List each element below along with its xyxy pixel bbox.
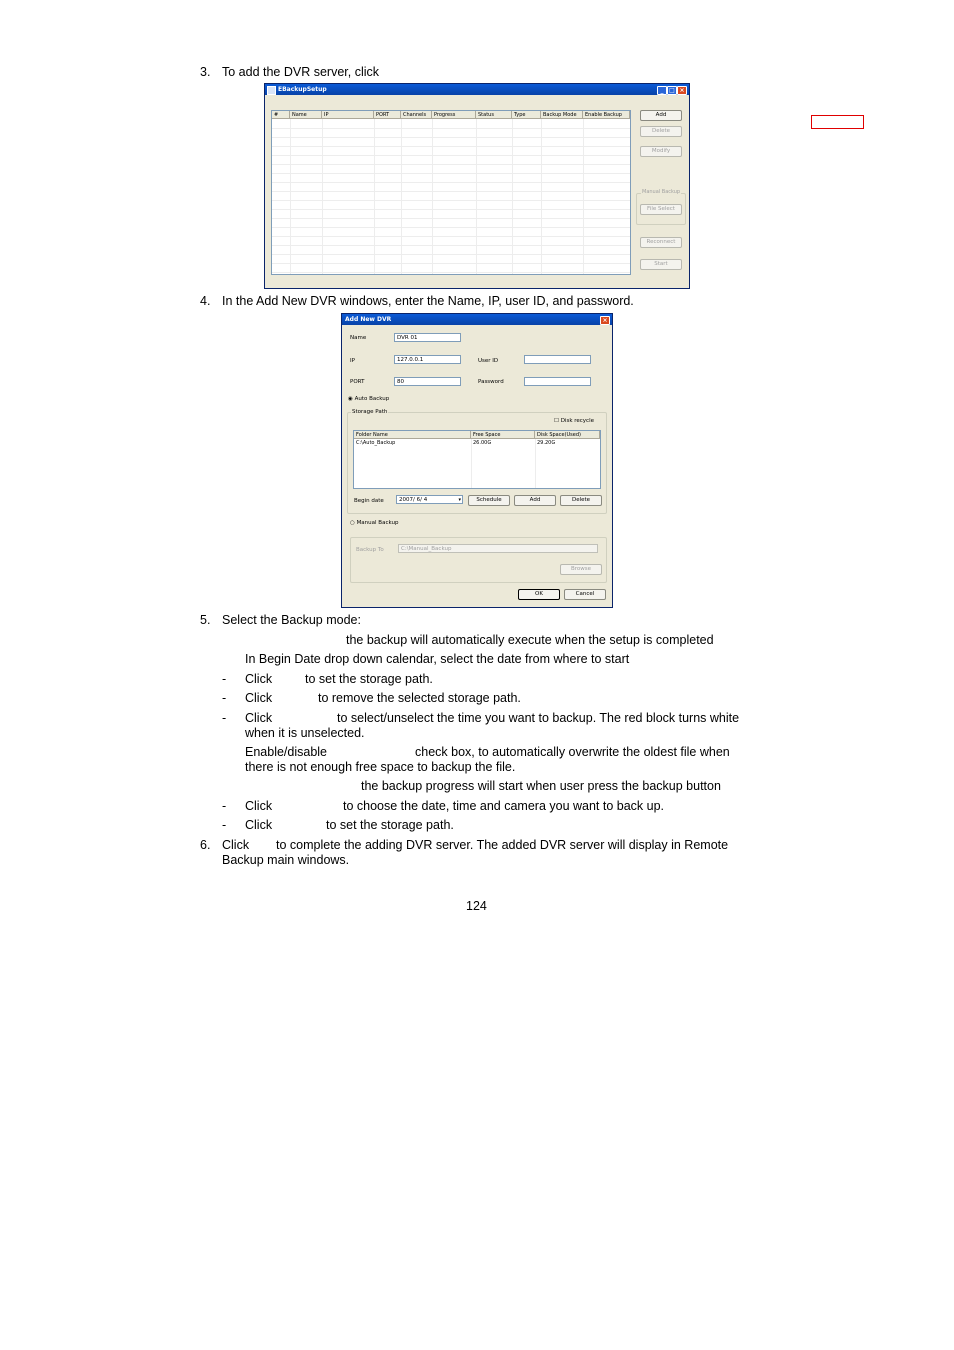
dvr-list-table[interactable] [271, 110, 631, 275]
recycle-text-continued: there is not enough free space to backup the file. [245, 760, 516, 774]
grid-row-line [272, 182, 630, 183]
storage-path-label: Storage Path [352, 409, 388, 415]
grid-column-line [374, 119, 375, 274]
recycle-text-a: Enable/disable [245, 745, 328, 759]
grid-column-line [322, 119, 323, 274]
chevron-down-icon[interactable]: ▾ [458, 497, 461, 503]
backup-to-field[interactable]: C:\Manual_Backup [398, 544, 598, 553]
delete-button[interactable]: Delete [640, 126, 682, 137]
folder-name-cell: C:\Auto_Backup [356, 440, 396, 446]
modify-button[interactable]: Modify [640, 146, 682, 157]
red-marker-box [811, 115, 864, 129]
name-field[interactable]: DVR 01 [394, 333, 461, 342]
bullet-text: to select/unselect the time you want to backup. The red block turns white [337, 711, 740, 725]
bullet-click: Click [245, 691, 273, 705]
schedule-button[interactable]: Schedule [468, 495, 510, 506]
grid-column-line [512, 119, 513, 274]
grid-column-line [290, 119, 291, 274]
column-header[interactable]: Disk Space(Used) [535, 431, 600, 439]
column-header[interactable]: Channels [401, 111, 432, 119]
column-header[interactable]: IP [322, 111, 374, 119]
disk-recycle-checkbox[interactable]: ☐ Disk recycle [554, 418, 594, 424]
userid-label: User ID [478, 358, 499, 364]
grid-row-line [272, 272, 630, 273]
auto-backup-description: the backup will automatically execute when the setup is completed [346, 633, 714, 647]
manual-backup-description: the backup progress will start when user press the backup button [361, 779, 721, 793]
reconnect-button[interactable]: Reconnect [640, 237, 682, 248]
grid-row-line [272, 155, 630, 156]
bullet-text: to choose the date, time and camera you want to back up. [343, 799, 665, 813]
step-4-number: 4. [200, 294, 211, 308]
manual-backup-label: Manual Backup [356, 520, 399, 526]
app-icon [267, 86, 276, 95]
column-divider [535, 439, 536, 488]
step-6-text: to complete the adding DVR server. The added DVR server will display in Remote [276, 838, 729, 852]
grid-row-line [272, 254, 630, 255]
column-header[interactable]: Status [476, 111, 512, 119]
column-header[interactable]: Backup Mode [541, 111, 583, 119]
port-field[interactable]: 80 [394, 377, 461, 386]
ebackup-setup-titlebar [265, 84, 689, 95]
bullet-click: Click [245, 799, 273, 813]
grid-column-line [476, 119, 477, 274]
column-header[interactable]: Free Space [471, 431, 535, 439]
grid-column-line [541, 119, 542, 274]
begin-date-dropdown[interactable] [396, 495, 463, 504]
grid-row-line [272, 209, 630, 210]
grid-row-line [272, 236, 630, 237]
bullet-click: Click [245, 711, 273, 725]
grid-row-line [272, 137, 630, 138]
column-header[interactable]: Folder Name [354, 431, 471, 439]
step-6-text-continued: Backup main windows. [222, 853, 350, 867]
add-button[interactable]: Add [640, 110, 682, 121]
step-3-number: 3. [200, 65, 211, 79]
ip-field[interactable]: 127.0.0.1 [394, 355, 461, 364]
column-header[interactable]: # [272, 111, 290, 119]
grid-row-line [272, 128, 630, 129]
auto-backup-label: Auto Backup [354, 396, 390, 402]
step-5-number: 5. [200, 613, 211, 627]
column-header[interactable]: Name [290, 111, 322, 119]
window-title: Add New DVR [345, 316, 392, 323]
add-new-dvr-titlebar [342, 314, 612, 325]
backup-to-label: Backup To [356, 547, 384, 553]
column-divider [471, 439, 472, 488]
grid-row-line [272, 227, 630, 228]
column-header[interactable]: Enable Backup [583, 111, 630, 119]
bullet-text: to set the storage path. [305, 672, 433, 686]
close-icon[interactable]: × [600, 316, 610, 325]
bullet-dash: - [222, 818, 227, 832]
grid-column-line [583, 119, 584, 274]
auto-backup-radio[interactable]: ◉ Auto Backup [348, 396, 390, 402]
grid-row-line [272, 173, 630, 174]
step-5-text: Select the Backup mode: [222, 613, 361, 627]
bullet-dash: - [222, 691, 227, 705]
grid-row-line [272, 191, 630, 192]
password-field[interactable] [524, 377, 591, 386]
step-6-click: Click [222, 838, 250, 852]
grid-row-line [272, 146, 630, 147]
disk-recycle-label: Disk recycle [560, 418, 594, 424]
bullet-text: to set the storage path. [326, 818, 454, 832]
userid-field[interactable] [524, 355, 591, 364]
begin-date-description: In Begin Date drop down calendar, select the date from where to start [245, 652, 630, 666]
cancel-button[interactable]: Cancel [564, 589, 606, 600]
file-select-button[interactable]: File Select [640, 204, 682, 215]
name-label: Name [350, 335, 367, 341]
begin-date-label: Begin date [354, 498, 384, 504]
column-header[interactable]: Progress [432, 111, 476, 119]
storage-path-list[interactable] [353, 430, 601, 489]
ok-button[interactable]: OK [518, 589, 560, 600]
step-6-number: 6. [200, 838, 211, 852]
grid-column-line [401, 119, 402, 274]
bullet-text-continued: when it is unselected. [245, 726, 365, 740]
grid-row-line [272, 263, 630, 264]
window-title: EBackupSetup [278, 86, 327, 93]
bullet-click: Click [245, 672, 273, 686]
page-number: 124 [466, 899, 487, 913]
bullet-dash: - [222, 799, 227, 813]
start-button[interactable]: Start [640, 259, 682, 270]
bullet-dash: - [222, 711, 227, 725]
grid-column-line [432, 119, 433, 274]
column-header[interactable]: Type [512, 111, 541, 119]
password-label: Password [478, 379, 504, 385]
grid-row-line [272, 245, 630, 246]
bullet-click: Click [245, 818, 273, 832]
port-label: PORT [350, 379, 365, 385]
bullet-text: to remove the selected storage path. [318, 691, 521, 705]
free-space-cell: 26.00G [473, 440, 492, 446]
bullet-dash: - [222, 672, 227, 686]
close-icon[interactable]: × [677, 86, 687, 95]
grid-row-line [272, 218, 630, 219]
recycle-text-b: check box, to automatically overwrite the oldest file when [415, 745, 730, 759]
manual-backup-radio[interactable]: ○ Manual Backup [350, 520, 399, 526]
browse-button[interactable]: Browse [560, 564, 602, 575]
step-3-text: To add the DVR server, click [222, 65, 380, 79]
grid-row-line [272, 200, 630, 201]
delete-path-button[interactable]: Delete [560, 495, 602, 506]
column-header[interactable]: PORT [374, 111, 401, 119]
minimize-icon[interactable]: _ [657, 86, 667, 95]
disk-space-cell: 29.20G [537, 440, 556, 446]
begin-date-value: 2007/ 6/ 4 [399, 497, 428, 503]
add-path-button[interactable]: Add [514, 495, 556, 506]
ip-label: IP [350, 358, 355, 364]
step-4-text: In the Add New DVR windows, enter the Name, IP, user ID, and password. [222, 294, 634, 308]
maximize-icon[interactable]: □ [667, 86, 677, 95]
add-new-dvr-window [341, 313, 613, 608]
grid-row-line [272, 164, 630, 165]
manual-backup-group-label: Manual Backup [642, 189, 681, 195]
ebackup-setup-window [264, 83, 690, 289]
